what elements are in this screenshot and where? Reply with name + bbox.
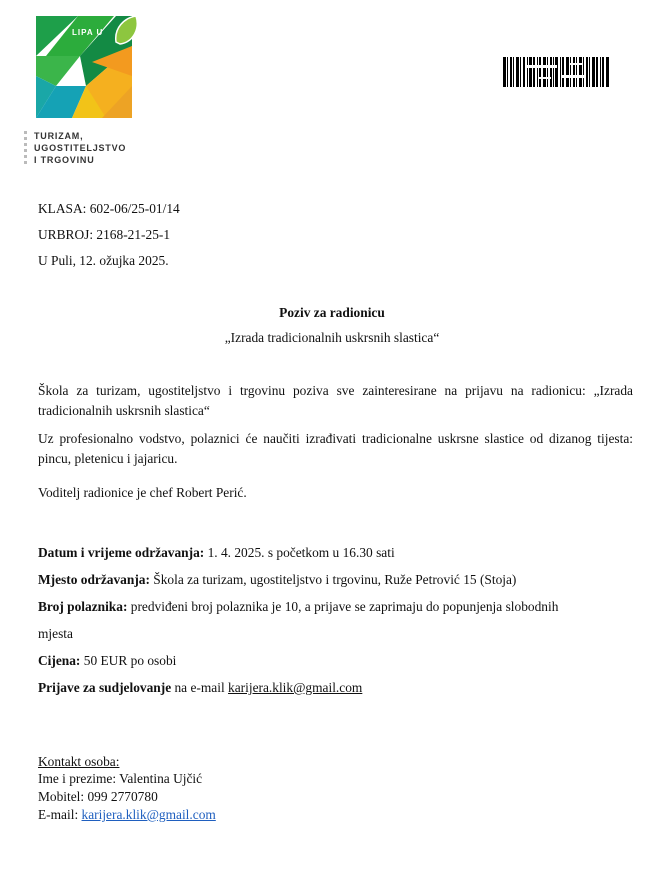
datum-value: 1. 4. 2025. s početkom u 16.30 sati [204, 545, 395, 560]
contact-heading: Kontakt osoba: [38, 754, 120, 769]
datum-row [38, 545, 395, 561]
mjesto-label: Mjesto održavanja: [38, 572, 150, 587]
broj-value: predviđeni broj polaznika je 10, a prijave se zaprimaju do popunjenja slobodnih [127, 599, 559, 614]
broj-row-continued: mjesta [38, 626, 73, 641]
document-title: Poziv za radionicu [279, 305, 385, 320]
logo-line-2: UGOSTITELJSTVO [34, 143, 127, 153]
paragraph-1-line-1: Škola za turizam, ugostiteljstvo i trgovinu poziva sve zainteresirane na prijavu na radionicu: „Izrada [38, 383, 633, 398]
contact-email-row [38, 807, 216, 823]
mjesto-row [38, 572, 516, 588]
logo-line-3: I TRGOVINU [34, 155, 95, 165]
broj-row [38, 599, 558, 615]
contact-name: Ime i prezime: Valentina Ujčić [38, 771, 203, 786]
logo-dots [24, 131, 28, 167]
paragraph-3: Voditelj radionice je chef Robert Perić. [38, 485, 247, 500]
paragraph-1-line-2: tradicionalnih uskrsnih slastica“ [38, 403, 210, 418]
contact-mobile: Mobitel: 099 2770780 [38, 789, 158, 804]
contact-email-label: E-mail: [38, 807, 82, 822]
cijena-label: Cijena: [38, 653, 81, 668]
paragraph-2-line-2: pincu, pletenicu i jajaricu. [38, 451, 178, 466]
broj-label: Broj polaznika: [38, 599, 128, 614]
klasa-line: KLASA: 602-06/25-01/14 [38, 201, 180, 216]
paragraph-2-line-1: Uz profesionalno vodstvo, polaznici će naučiti izrađivati tradicionalne uskrsne slastice od dizanog tijesta: [38, 431, 633, 446]
prijave-value: na e-mail [171, 680, 229, 695]
mjesto-value: Škola za turizam, ugostiteljstvo i trgovinu, Ruže Petrović 15 (Stoja) [149, 572, 517, 587]
datum-label: Datum i vrijeme održavanja: [38, 545, 205, 560]
school-logo [36, 16, 140, 118]
place-date-line: U Puli, 12. ožujka 2025. [38, 253, 169, 268]
barcode-image [503, 57, 609, 87]
prijave-label: Prijave za sudjelovanje [38, 680, 172, 695]
cijena-value: 50 EUR po osobi [80, 653, 177, 668]
logo-brand-text: LIPA U [72, 28, 104, 37]
prijave-row [38, 680, 362, 696]
urbroj-line: URBROJ: 2168-21-25-1 [38, 227, 171, 242]
cijena-row [38, 653, 176, 669]
prijave-email-link[interactable]: karijera.klik@gmail.com [228, 680, 363, 695]
document-subtitle: „Izrada tradicionalnih uskrsnih slastica“ [224, 330, 440, 345]
logo-line-1: TURIZAM, [34, 131, 84, 141]
contact-email-link[interactable]: karijera.klik@gmail.com [81, 807, 216, 822]
